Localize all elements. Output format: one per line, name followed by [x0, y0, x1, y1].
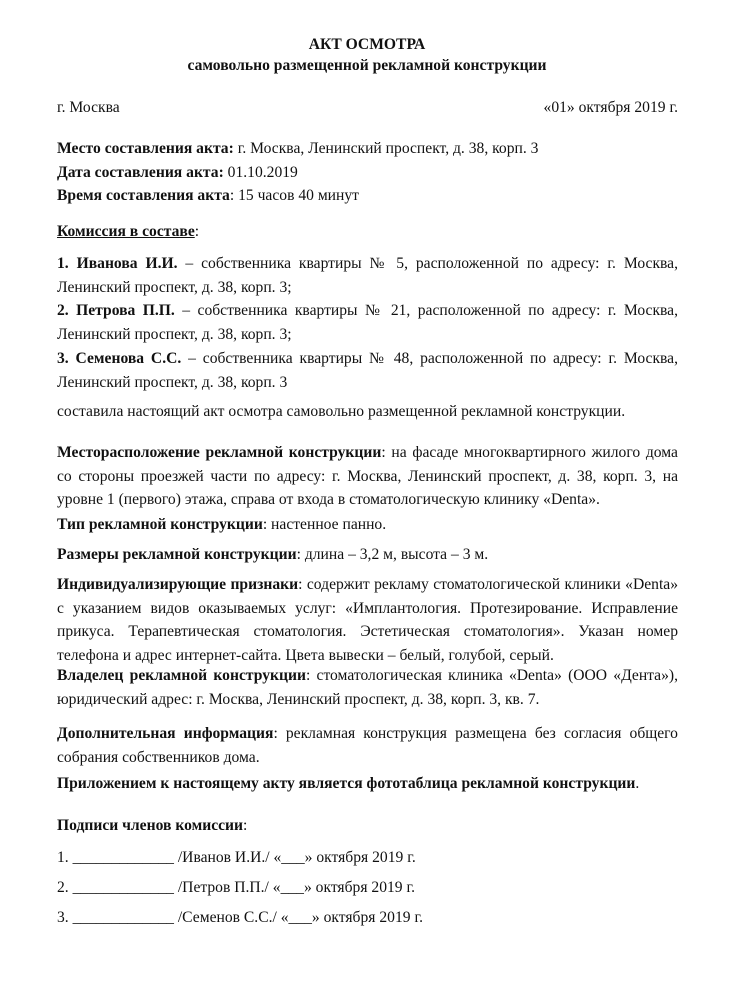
location-text: : на фасаде многоквартирного жилого дома со стороны проезжей части по адресу: г. Москва, Ленинский проспект, д. 38, корп. 3, на уровне 1 (первого) этажа, справа от входа в стоматологическую клинику «Denta».: [57, 444, 678, 509]
attachment-label: Приложением к настоящему акту является фототаблица рекламной конструкции: [57, 775, 636, 792]
commission-member: [57, 252, 678, 299]
signature-line-text: 2. _____________ /Петров П.П./ «___» октября 2019 г.: [57, 879, 416, 896]
member-text: – собственника квартиры № 5, расположенной по адресу: г. Москва, Ленинский проспект, д. 38, корп. 3;: [57, 255, 678, 296]
section-attachment: [57, 772, 678, 796]
meta-place-value: г. Москва, Ленинский проспект, д. 38, корп. 3: [233, 140, 539, 157]
commission-closing: [57, 400, 678, 424]
owner-label: Владелец рекламной конструкции: [57, 667, 306, 684]
signatures-heading-suffix: :: [243, 817, 248, 834]
section-extra: [57, 722, 678, 769]
commission-member: [57, 347, 678, 394]
section-location: [57, 441, 678, 512]
signatures-heading-label: Подписи членов комиссии: [57, 817, 244, 834]
section-features: [57, 573, 678, 667]
member-text: – собственника квартиры № 21, расположенной по адресу: г. Москва, Ленинский проспект, д. 38, корп. 3;: [57, 302, 679, 343]
features-text: : содержит рекламу стоматологической клиники «Denta» с указанием видов оказываемых услуг: «Имплантология. Протезирование. Исправление прикуса. Терапевтическая стоматология. Эстетическая стоматология». Указан номер телефона и адрес интернет-сайта. Цвета вывески – белый, голубой, серый.: [57, 576, 679, 664]
document-date: «01» октября 2019 г.: [543, 99, 678, 116]
document-title: АКТ ОСМОТРА: [308, 36, 426, 53]
city: г. Москва: [57, 99, 120, 116]
member-name: 2. Петрова П.П.: [57, 302, 175, 319]
size-label: Размеры рекламной конструкции: [57, 546, 297, 563]
meta-date: [57, 161, 678, 185]
section-size: [57, 543, 678, 567]
section-type: [57, 513, 678, 537]
meta-date-label: Дата составления акта:: [57, 163, 224, 181]
act-meta: [57, 137, 678, 208]
signature-line: [57, 876, 678, 900]
commission-closing-text: составила настоящий акт осмотра самовольно размещенной рекламной конструкции.: [57, 403, 626, 420]
signatures-heading: [57, 814, 678, 838]
extra-text: : рекламная конструкция размещена без согласия общего собрания собственников дома.: [57, 725, 678, 766]
type-text: : настенное панно.: [262, 516, 387, 533]
signature-line-text: 1. _____________ /Иванов И.И./ «___» октября 2019 г.: [57, 849, 416, 866]
section-owner: [57, 664, 678, 711]
attachment-suffix: .: [635, 775, 640, 792]
signature-line: [57, 846, 678, 870]
meta-place: [57, 137, 678, 161]
features-label: Индивидуализирующие признаки: [57, 576, 299, 593]
meta-date-value: 01.10.2019: [223, 163, 298, 181]
location-label: Месторасположение рекламной конструкции: [57, 444, 382, 461]
city-date-line: [57, 96, 678, 118]
signature-line: [57, 906, 678, 930]
member-text: – собственника квартиры № 48, расположенной по адресу: г. Москва, Ленинский проспект, д. 38, корп. 3: [57, 350, 678, 391]
commission-heading-label: Комиссия в составе: [57, 223, 195, 240]
meta-place-label: Место составления акта:: [57, 140, 234, 157]
signature-line-text: 3. _____________ /Семенов С.С./ «___» октября 2019 г.: [57, 909, 423, 926]
commission-member: [57, 299, 678, 346]
size-text: : длина – 3,2 м, высота – 3 м.: [296, 546, 489, 563]
member-name: 1. Иванова И.И.: [57, 255, 178, 272]
meta-time-label: Время составления акта: [57, 187, 230, 205]
member-name: 3. Семенова С.С.: [57, 350, 182, 367]
meta-time-value: : 15 часов 40 минут: [229, 187, 359, 205]
meta-time: [57, 184, 678, 208]
type-label: Тип рекламной конструкции: [57, 516, 263, 533]
commission-heading: [57, 220, 678, 244]
commission-heading-suffix: :: [194, 223, 200, 240]
owner-text: : стоматологическая клиника «Denta» (ООО «Дента»), юридический адрес: г. Москва, Ленинский проспект, д. 38, корп. 3, кв. 7.: [57, 667, 678, 708]
document-subtitle: самовольно размещенной рекламной конструкции: [187, 57, 547, 74]
extra-label: Дополнительная информация: [57, 725, 274, 742]
